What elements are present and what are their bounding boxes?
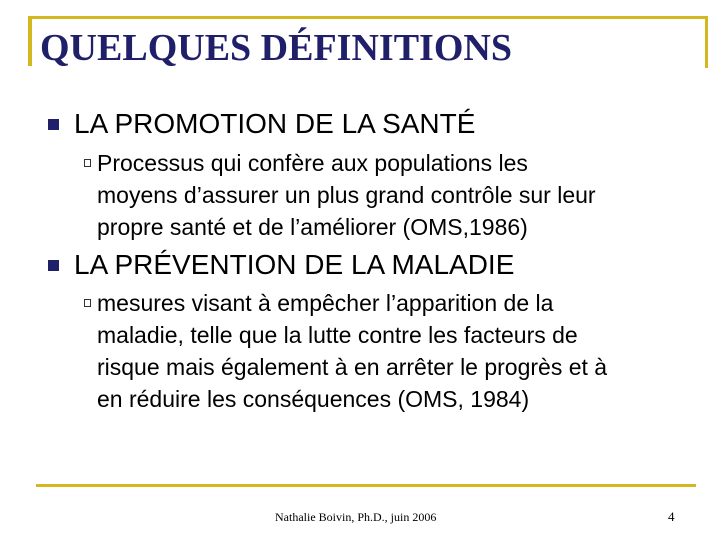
- title-frame-left: [28, 18, 32, 66]
- hollow-square-bullet-icon: [84, 299, 91, 307]
- sub-bullet-text: [97, 287, 697, 415]
- bullet-heading: LA PROMOTION DE LA SANTÉ: [74, 108, 476, 139]
- slide-title: QUELQUES DÉFINITIONS: [40, 27, 512, 69]
- text-line: en réduire les conséquences (OMS, 1984): [97, 386, 530, 412]
- footer-author: Nathalie Boivin, Ph.D., juin 2006: [275, 510, 437, 524]
- text-line: risque mais également à en arrêter le progrès et à: [97, 354, 608, 380]
- square-bullet-icon: [48, 119, 59, 130]
- square-bullet-icon: [48, 260, 59, 271]
- sub-bullet-text: [97, 147, 697, 243]
- title-frame-right: [705, 16, 708, 68]
- title-frame-top: [28, 16, 708, 19]
- text-line: mesures visant à empêcher l’apparition de la: [97, 290, 554, 316]
- bullet-heading: LA PRÉVENTION DE LA MALADIE: [74, 249, 515, 280]
- page-number: 4: [668, 509, 675, 524]
- text-line: maladie, telle que la lutte contre les facteurs de: [97, 322, 578, 348]
- text-line: moyens d’assurer un plus grand contrôle sur leur: [97, 182, 596, 208]
- footer-divider: [36, 484, 696, 487]
- text-line: propre santé et de l’améliorer (OMS,1986): [97, 214, 528, 240]
- text-line: Processus qui confère aux populations les: [97, 150, 528, 176]
- hollow-square-bullet-icon: [84, 159, 91, 167]
